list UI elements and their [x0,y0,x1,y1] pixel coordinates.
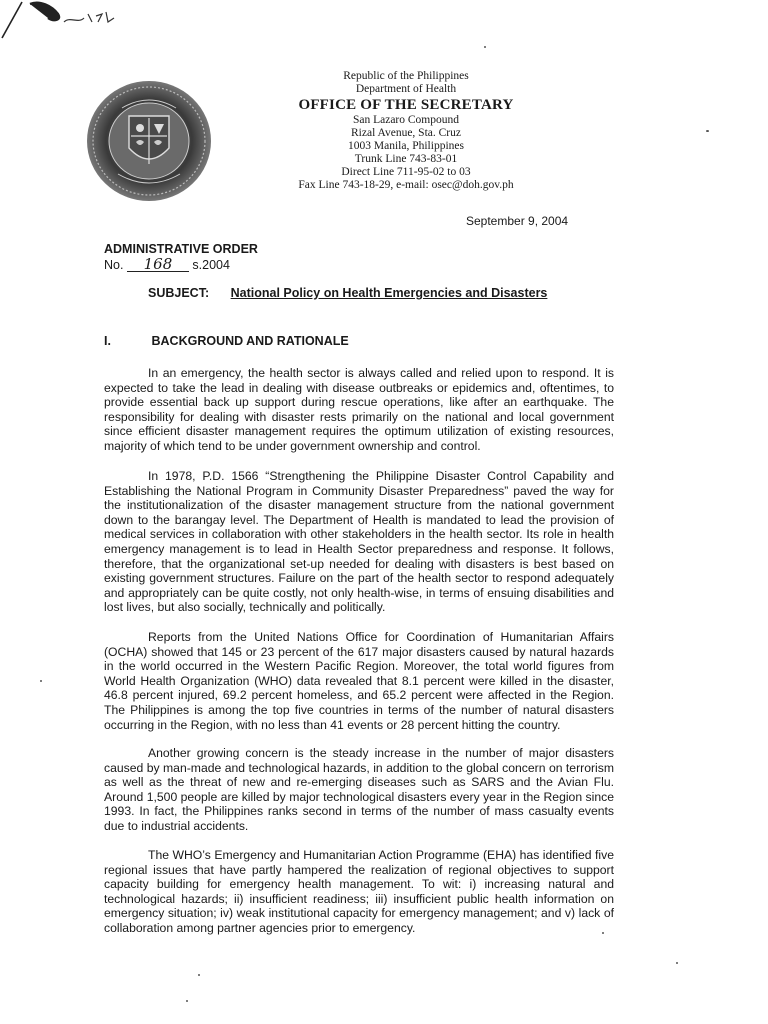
letterhead-direct-line: Direct Line 711-95-02 to 03 [341,166,471,178]
section-heading [104,334,349,348]
letterhead-compound: San Lazaro Compound [352,114,460,126]
paragraph-1: In an emergency, the health sector is always called and relied upon to respond. It is expected to take the lead in dealing with disease outbreaks or epidemics and, oftentimes, to provide essential back up support during rescue operations, like after an earthquake. The responsibility for dealing with disaster rests primarily on the national and local government since efficient disaster management requires the optimum utilization of existing resources, majority of which tend to be under government ownership and control. [104,366,614,453]
letterhead-trunk-line: Trunk Line 743-83-01 [354,153,458,165]
department-seal [84,78,214,204]
letterhead-fax-email: Fax Line 743-18-29, e-mail: osec@doh.gov.ph [298,179,514,191]
subject-line [148,286,547,300]
handwritten-corner-mark [0,0,130,40]
subject-label: SUBJECT: [148,286,210,300]
scan-speck [198,974,200,976]
order-series: s.2004 [192,258,230,272]
paragraph-3: Reports from the United Nations Office for Coordination of Humanitarian Affairs (OCHA) showed that 145 or 23 percent of the 617 major disasters caused by natural hazards in the world occurred in the Western Pacific Region. Moreover, the total world figures from World Health Organization (WHO) data revealed that 8.1 percent were killed in the disaster, 46.8 percent injured, 69.2 percent homeless, and 65.2 percent were affected in the Region. The Philippines is among the top five countries in terms of the number of natural disasters occurring in the Region, with no less than 41 events or 28 percent hitting the country. [104,630,614,732]
paragraph-4: Another growing concern is the steady increase in the number of major disasters caused by man-made and technological hazards, in addition to the global concern on terrorism as well as the threat of new and re-emerging diseases such as SARS and the Avian Flu. Around 1,500 people are killed by major technological disasters every year in the Region since 1993. In fact, the Philippines ranks second in terms of the number of mass casualty events due to industrial accidents. [104,746,614,833]
scan-speck [676,962,678,964]
document-date: September 9, 2004 [466,214,569,228]
letterhead-office: OFFICE OF THE SECRETARY [298,97,514,113]
letterhead-republic: Republic of the Philippines [343,70,469,82]
paragraph-2: In 1978, P.D. 1566 “Strengthening the Philippine Disaster Control Capability and Establishing the National Program in Community Disaster Preparedness” paved the way for the institutionalization of the disaster management structure from the national government down to the barangay level. The Department of Health is mandated to lead the provision of medical services in collaboration with other stakeholders in the health sector. Its role in health emergency management is to lead in Health Sector preparedness and response. It follows, therefore, that the organizational set-up needed for dealing with disasters is best based on existing government structures. Failure on the part of the health sector to respond adequately and appropriately can be quite costly, not only health-wise, in terms of ensuing disabilities and lost lives, but also socially, technically and politically. [104,469,614,615]
order-number-line [104,255,230,273]
section-number: I. [104,334,111,348]
scan-speck [706,130,709,132]
letterhead [236,70,576,192]
section-title: BACKGROUND AND RATIONALE [151,334,349,348]
paragraph-5: The WHO’s Emergency and Humanitarian Action Programme (EHA) has identified five regional issues that have partly hampered the realization of regional objectives to support capacity building for emergency health management. To wit: i) increasing natural and technological hazards; ii) insufficient readiness; iii) insufficient public health information on emergency situation; iv) weak institutional capacity for emergency management; and v) lack of collaboration among partner agencies prior to emergency. [104,848,614,935]
order-number-label: No. [104,258,124,272]
subject-text: National Policy on Health Emergencies and Disasters [230,286,548,300]
scan-speck [40,680,42,682]
order-number-handwritten: 168 [127,258,189,272]
scan-speck [602,932,604,934]
scan-speck [484,46,486,48]
order-title: ADMINISTRATIVE ORDER [104,242,258,256]
letterhead-city: 1003 Manila, Philippines [348,140,464,152]
letterhead-street: Rizal Avenue, Sta. Cruz [351,127,461,139]
scan-speck [186,1000,188,1002]
letterhead-department: Department of Health [355,83,457,95]
